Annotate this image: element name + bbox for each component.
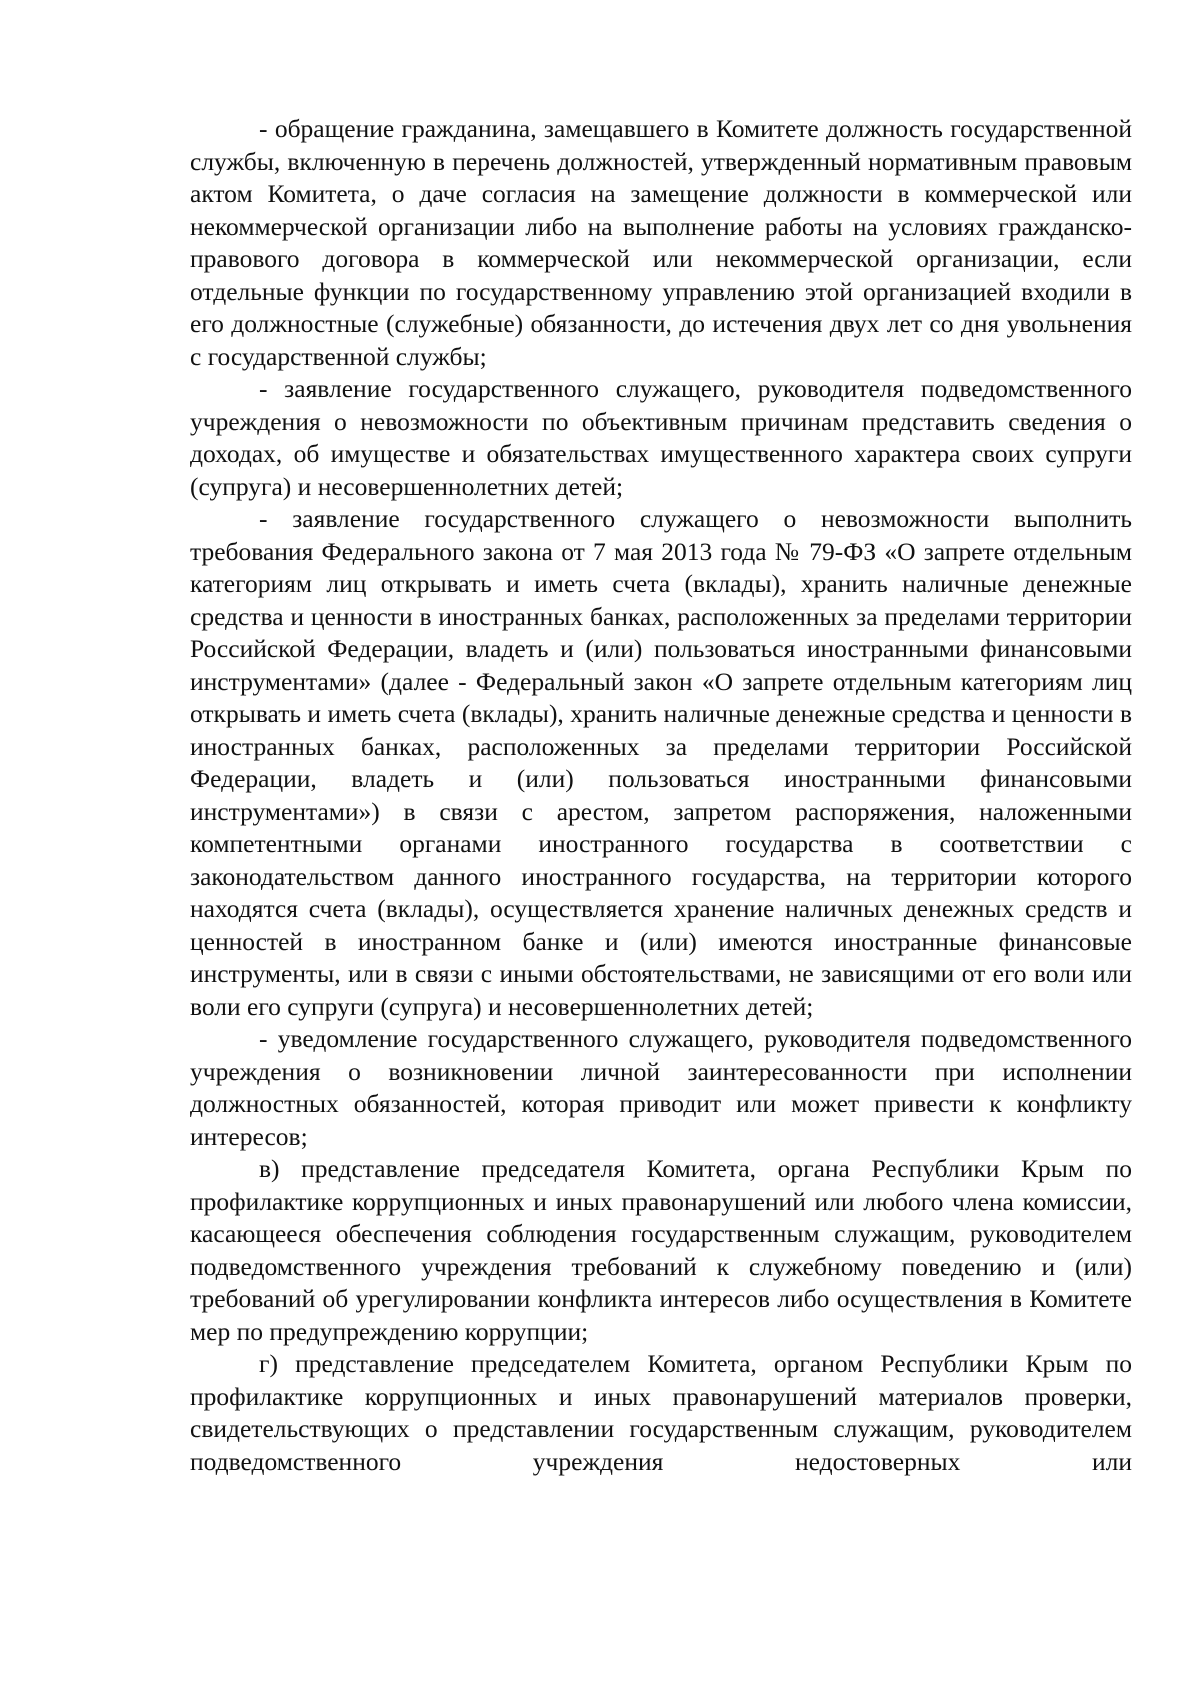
paragraph-former-employee-request: - обращение гражданина, замещавшего в Комитете должность государственной службы, включенную в перечень должностей, утвержденный нормативным правовым актом Комитета, о даче согласия на замещение должности в коммерческой или некоммерческой организации либо на выполнение работы на условиях гражданско-правового договора в коммерческой или некоммерческой организации, если отдельные функции по государственному управлению этой организацией входили в его должностные (служебные) обязанности, до истечения двух лет со дня увольнения с государственной службы; [190,114,1132,371]
paragraph-conflict-of-interest-notice: - уведомление государственного служащего, руководителя подведомственного учреждения о возникновении личной заинтересованности при исполнении должностных обязанностей, которая приводит или может привести к конфликту интересов; [190,1024,1132,1151]
paragraph-income-statement-impossibility: - заявление государственного служащего, руководителя подведомственного учреждения о невозможности по объективным причинам представить сведения о доходах, об имуществе и обязательствах имущественного характера своих супруги (супруга) и несовершеннолетних детей; [190,374,1132,501]
paragraph-item-g: г) представление председателем Комитета, органом Республики Крым по профилактике коррупционных и иных правонарушений материалов проверки, свидетельствующих о представлении государственным служащим, руководителем подведомственного учреждения недостоверных или [190,1349,1132,1476]
paragraph-foreign-accounts-statement: - заявление государственного служащего о невозможности выполнить требования Федерального закона от 7 мая 2013 года № 79-ФЗ «О запрете отдельным категориям лиц открывать и иметь счета (вклады), хранить наличные денежные средства и ценности в иностранных банках, расположенных за пределами территории Российской Федерации, владеть и (или) пользоваться иностранными финансовыми инструментами» (далее - Федеральный закон «О запрете отдельным категориям лиц открывать и иметь счета (вклады), хранить наличные денежные средства и ценности в иностранных банках, расположенных за пределами территории Российской Федерации, владеть и (или) пользоваться иностранными финансовыми инструментами») в связи с арестом, запретом распоряжения, наложенными компетентными органами иностранного государства в соответствии с законодательством данного иностранного государства, на территории которого находятся счета (вклады), осуществляется хранение наличных денежных средств и ценностей в иностранном банке и (или) имеются иностранные финансовые инструменты, или в связи с иными обстоятельствами, не зависящими от его воли или воли его супруги (супруга) и несовершеннолетних детей; [190,504,1132,1021]
paragraph-item-v: в) представление председателя Комитета, органа Республики Крым по профилактике коррупционных и иных правонарушений или любого члена комиссии, касающееся обеспечения соблюдения государственным служащим, руководителем подведомственного учреждения требований к служебному поведению и (или) требований об урегулировании конфликта интересов либо осуществления в Комитете мер по предупреждению коррупции; [190,1154,1132,1346]
document-body [190,113,1132,1478]
